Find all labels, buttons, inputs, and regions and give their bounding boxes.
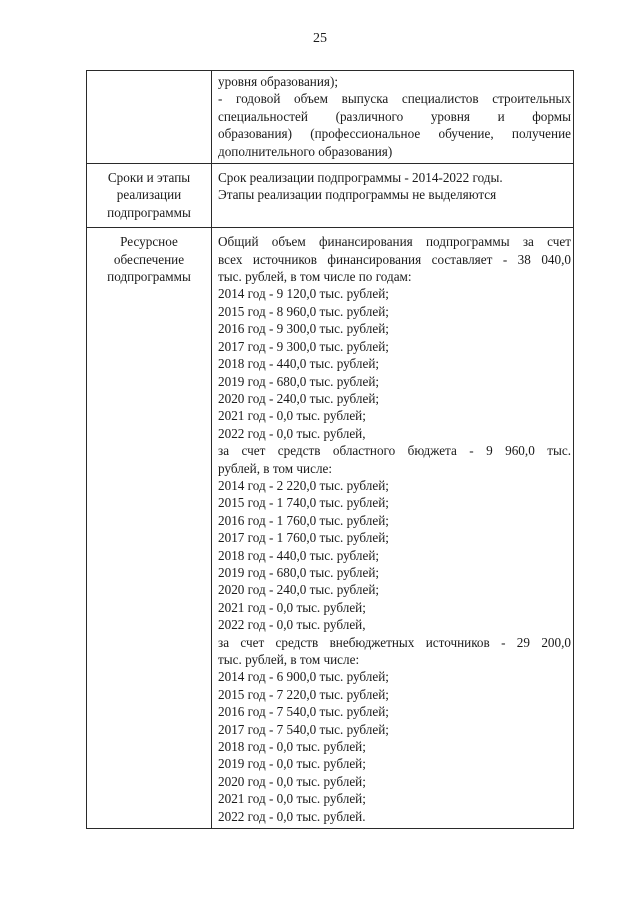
text-line: дополнительного образования) [218, 143, 393, 159]
text-line: 2020 год - 240,0 тыс. рублей; [218, 390, 380, 406]
page-number: 25 [313, 31, 327, 46]
text-line: 2021 год - 0,0 тыс. рублей; [218, 791, 366, 807]
row-value-cell [212, 164, 574, 228]
text-line: 2018 год - 440,0 тыс. рублей; [218, 547, 380, 563]
text-line: подпрограммы [107, 269, 191, 285]
text-line: Общий объем финансирования подпрограммы за счет [218, 234, 571, 250]
text-line: тыс. рублей, в том числе: [218, 652, 360, 667]
text-line: обеспечение [113, 251, 185, 267]
text-line: специальностей (различного уровня и формы [218, 108, 571, 124]
text-line: 2022 год - 0,0 тыс. рублей, [218, 425, 366, 441]
text-line: 2020 год - 240,0 тыс. рублей; [218, 582, 380, 598]
text-line: 2016 год - 1 760,0 тыс. рублей; [218, 512, 389, 528]
text-line: образования) (профессиональное обучение, получение [218, 126, 571, 142]
row-value-cell [212, 228, 574, 829]
text-line: 2015 год - 1 740,0 тыс. рублей; [218, 495, 389, 511]
text-line: Сроки и этапы [107, 170, 191, 186]
text-line: 2020 год - 0,0 тыс. рублей; [218, 773, 366, 789]
text-line: реализации [116, 187, 182, 203]
text-line: 2021 год - 0,0 тыс. рублей; [218, 408, 366, 424]
text-line: Ресурсное [120, 234, 178, 250]
text-line: 2019 год - 680,0 тыс. рублей; [218, 564, 380, 580]
row-label-cell [87, 228, 212, 829]
text-line: 2019 год - 0,0 тыс. рублей; [218, 756, 366, 772]
text-line: 2017 год - 9 300,0 тыс. рублей; [218, 338, 389, 354]
text-line: - годовой объем выпуска специалистов строительных [218, 91, 571, 107]
text-line: 2014 год - 9 120,0 тыс. рублей; [218, 286, 389, 302]
row-label-cell [87, 71, 212, 164]
text-line: 2018 год - 440,0 тыс. рублей; [218, 356, 380, 372]
text-line: 2019 год - 680,0 тыс. рублей; [218, 373, 380, 389]
table-row-resources [87, 228, 574, 829]
table-row-terms [87, 164, 574, 228]
text-line: 2022 год - 0,0 тыс. рублей, [218, 617, 366, 633]
text-line: Срок реализации подпрограммы - 2014-2022 годы. [218, 170, 503, 186]
text-line: 2017 год - 7 540,0 тыс. рублей; [218, 721, 389, 737]
text-line: 2014 год - 2 220,0 тыс. рублей; [218, 477, 389, 493]
text-line: рублей, в том числе: [218, 460, 333, 476]
text-line: 2022 год - 0,0 тыс. рублей. [218, 808, 366, 824]
text-line: уровня образования); [218, 74, 339, 89]
text-line: 2015 год - 8 960,0 тыс. рублей; [218, 303, 389, 319]
text-line: 2021 год - 0,0 тыс. рублей; [218, 599, 366, 615]
text-line: 2018 год - 0,0 тыс. рублей; [218, 739, 366, 755]
row-value-cell [212, 71, 574, 164]
text-line: всех источников финансирования составляет - 38 040,0 [218, 251, 571, 267]
text-line: 2017 год - 1 760,0 тыс. рублей; [218, 530, 389, 546]
text-line: 2016 год - 7 540,0 тыс. рублей; [218, 704, 389, 720]
text-line: 2014 год - 6 900,0 тыс. рублей; [218, 669, 389, 685]
row-label-cell [87, 164, 212, 228]
text-line: тыс. рублей, в том числе по годам: [218, 269, 412, 285]
text-line: за счет средств областного бюджета - 9 960,0 тыс. [218, 443, 571, 459]
text-line: за счет средств внебюджетных источников - 29 200,0 [218, 634, 571, 650]
text-line: 2016 год - 9 300,0 тыс. рублей; [218, 321, 389, 337]
text-line: Этапы реализации подпрограммы не выделяются [218, 187, 497, 203]
text-line: 2015 год - 7 220,0 тыс. рублей; [218, 686, 389, 702]
table-row-indicators [87, 71, 574, 164]
text-line: подпрограммы [107, 204, 191, 220]
passport-table [86, 70, 574, 829]
